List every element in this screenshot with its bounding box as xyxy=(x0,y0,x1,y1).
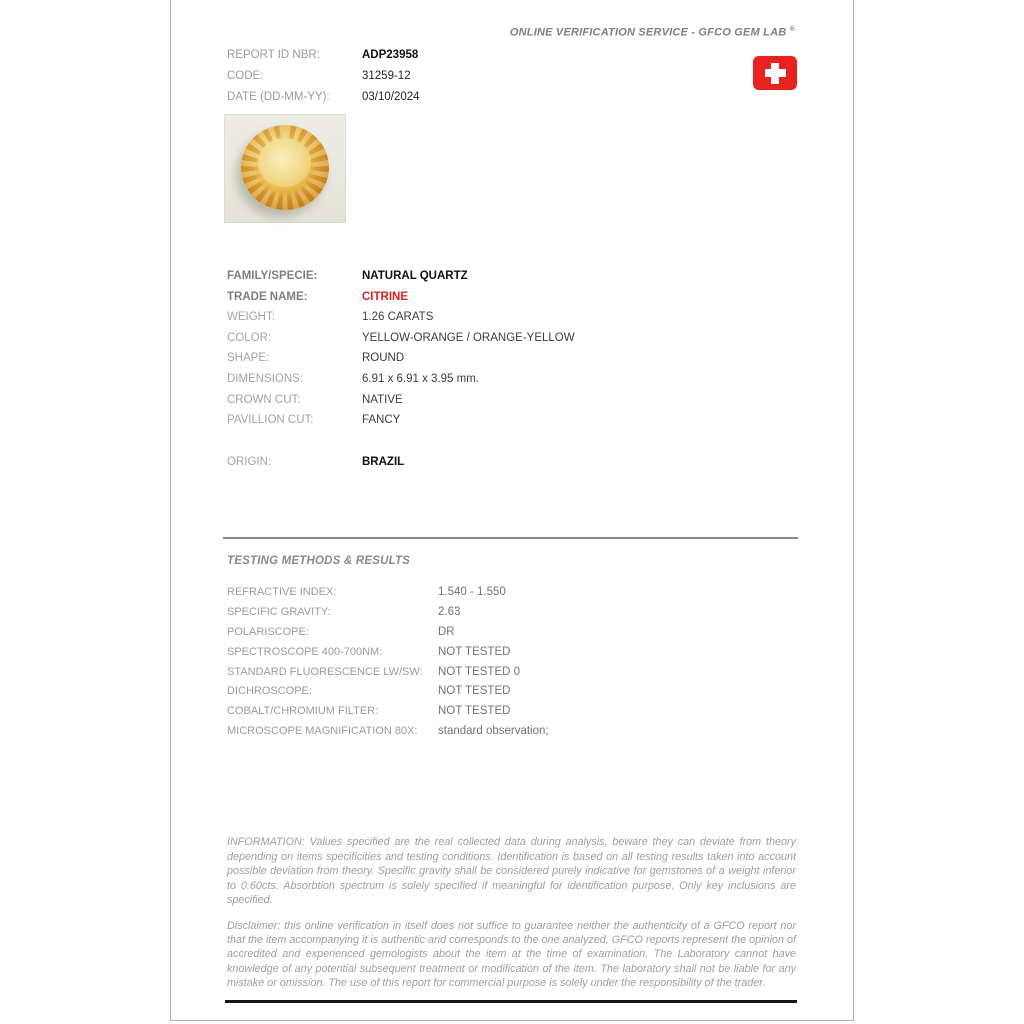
date-label: DATE (DD-MM-YY): xyxy=(227,90,330,103)
testing-section-heading: TESTING METHODS & RESULTS xyxy=(227,555,411,567)
refractive-index-label: REFRACTIVE INDEX: xyxy=(227,586,337,598)
color-row xyxy=(227,328,575,349)
weight-label: WEIGHT: xyxy=(227,311,275,324)
citrine-gemstone-image xyxy=(241,125,329,210)
microscope-row xyxy=(227,722,549,742)
cobalt-chromium-filter-label: COBALT/CHROMIUM FILTER: xyxy=(227,705,379,718)
dichroscope-row xyxy=(227,682,549,702)
specific-gravity-label: SPECIFIC GRAVITY: xyxy=(227,605,331,618)
fluorescence-label: STANDARD FLUORESCENCE LW/SW: xyxy=(227,665,423,678)
dimensions-value: 6.91 x 6.91 x 3.95 mm. xyxy=(362,372,479,385)
date-value: 03/10/2024 xyxy=(362,90,420,103)
dimensions-label: DIMENSIONS: xyxy=(227,372,304,385)
trade-name-label: TRADE NAME: xyxy=(227,290,308,303)
dichroscope-label: DICHROSCOPE: xyxy=(227,685,312,698)
family-specie-row xyxy=(227,266,575,287)
crown-cut-label: CROWN CUT: xyxy=(227,393,301,406)
microscope-label: MICROSCOPE MAGNIFICATION 80X: xyxy=(227,725,418,738)
shape-label: SHAPE: xyxy=(227,352,270,365)
color-label: COLOR: xyxy=(227,331,272,344)
crown-cut-row xyxy=(227,390,575,411)
dimensions-row xyxy=(227,369,575,390)
family-specie-value: NATURAL QUARTZ xyxy=(362,270,468,282)
code-value: 31259-12 xyxy=(362,69,411,82)
spectroscope-value: NOT TESTED xyxy=(438,645,511,658)
disclaimer-paragraph: Disclaimer: this online verification in itself does not suffice to guarantee neither the authenticity of a GFCO report nor that the item accompanying it is authentic and corresponds to the one analyzed. GFCO reports represent the opinion of accredited and experienced gemologists about the item at the time of examination. The Laboratory cannot have knowledge of any potential subsequent treatment or modification of the item. The laboratory shall not be liable for any mistake or omission. The use of this report for commercial purpose is solely under the responsibility of the trader. xyxy=(227,920,796,989)
polariscope-value: DR xyxy=(438,625,455,638)
cobalt-chromium-filter-value: NOT TESTED xyxy=(438,705,511,718)
pavillion-cut-label: PAVILLION CUT: xyxy=(227,414,314,427)
fluorescence-row xyxy=(227,663,549,683)
weight-row xyxy=(227,307,575,328)
weight-value: 1.26 CARATS xyxy=(362,311,434,324)
trade-name-value: CITRINE xyxy=(362,290,408,303)
report-id-label: REPORT ID NBR: xyxy=(227,49,320,61)
family-specie-label: FAMILY/SPECIE: xyxy=(227,270,318,282)
specific-gravity-value: 2.63 xyxy=(438,605,461,618)
page-title xyxy=(170,26,795,39)
origin-label: ORIGIN: xyxy=(227,456,272,468)
crown-cut-value: NATIVE xyxy=(362,393,403,406)
registered-trademark-symbol: ® xyxy=(789,26,795,33)
date-row xyxy=(227,87,420,108)
shape-row xyxy=(227,348,575,369)
footer-rule xyxy=(225,1000,797,1003)
microscope-value: standard observation; xyxy=(438,725,549,738)
code-row xyxy=(227,66,420,87)
shape-value: ROUND xyxy=(362,352,405,365)
refractive-index-value: 1.540 - 1.550 xyxy=(438,586,506,598)
trade-name-row xyxy=(227,287,575,308)
report-id-row xyxy=(227,45,420,66)
pavillion-cut-row xyxy=(227,410,575,431)
gem-details-block xyxy=(227,266,575,431)
specific-gravity-row xyxy=(227,603,549,623)
report-id-block xyxy=(227,45,420,107)
cobalt-chromium-filter-row xyxy=(227,702,549,722)
information-paragraph: INFORMATION: Values specified are the real collected data during analysis, beware they can deviate from theory depending on items specificities and testing conditions. Identification is based on all testing results taken into account possible deviation from theory. Specific gravity shall be considered purely indicative for gemstones of a weight inferior to 0.60cts. Absorbtion spectrum is solely specified if meaningful for identification purpose. Only key inclusions are specified. xyxy=(227,836,796,907)
spectroscope-label: SPECTROSCOPE 400-700NM: xyxy=(227,645,383,658)
origin-value: BRAZIL xyxy=(362,456,405,468)
color-value: YELLOW-ORANGE / ORANGE-YELLOW xyxy=(362,331,575,344)
spectroscope-row xyxy=(227,643,549,663)
gem-photo xyxy=(224,114,346,223)
origin-row xyxy=(227,452,404,473)
code-label: CODE: xyxy=(227,69,264,82)
swiss-flag-icon xyxy=(753,56,797,90)
refractive-index-row xyxy=(227,583,549,603)
testing-results-block xyxy=(227,583,549,742)
dichroscope-value: NOT TESTED xyxy=(438,685,511,698)
report-id-value: ADP23958 xyxy=(362,49,419,61)
polariscope-label: POLARISCOPE: xyxy=(227,625,309,638)
polariscope-row xyxy=(227,623,549,643)
service-title-text: ONLINE VERIFICATION SERVICE - GFCO GEM LAB xyxy=(509,26,787,39)
fluorescence-value: NOT TESTED 0 xyxy=(438,665,521,678)
section-divider-line xyxy=(223,537,798,539)
pavillion-cut-value: FANCY xyxy=(362,414,401,427)
